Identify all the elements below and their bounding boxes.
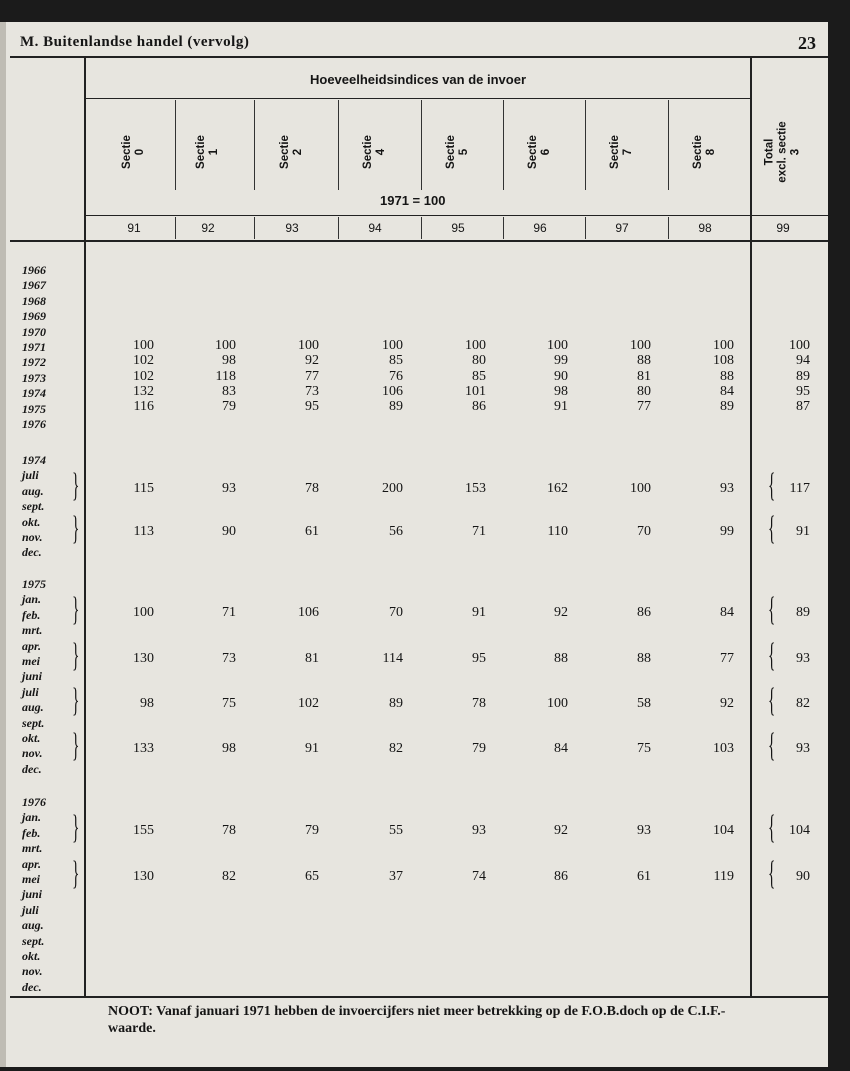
column-header-label: Sectie 6 bbox=[527, 135, 552, 169]
table-cell: 93 bbox=[796, 651, 810, 666]
table-cell: 81 bbox=[637, 368, 651, 384]
table-cell: 89 bbox=[720, 399, 734, 415]
column-header-label: Sectie 2 bbox=[279, 135, 304, 169]
table-cell: 100 bbox=[630, 338, 651, 353]
code-separator bbox=[668, 217, 669, 239]
table-cell: 78 bbox=[222, 823, 236, 838]
row-brace: } bbox=[72, 727, 80, 764]
table-cell: 88 bbox=[637, 651, 651, 666]
table-cell: 77 bbox=[305, 368, 319, 384]
year-label: 1975 bbox=[22, 401, 46, 416]
row-brace: } bbox=[72, 591, 80, 628]
table-cell: 95 bbox=[305, 399, 319, 415]
table-cell: 162 bbox=[547, 481, 568, 496]
year-label: 1976 bbox=[22, 795, 46, 809]
table-cell: 99 bbox=[720, 524, 734, 539]
month-label: nov. bbox=[22, 964, 43, 979]
column-header-label: Sectie 0 bbox=[121, 135, 146, 169]
month-label: sept. bbox=[22, 933, 45, 948]
table-cell: 79 bbox=[472, 741, 486, 756]
table-cell: 61 bbox=[305, 524, 319, 539]
column-separator bbox=[503, 100, 504, 190]
top-rule bbox=[10, 56, 828, 58]
table-cell: 75 bbox=[222, 696, 236, 711]
month-label: juli bbox=[22, 468, 39, 483]
year-label: 1975 bbox=[22, 577, 46, 591]
row-brace: { bbox=[768, 637, 776, 674]
month-label: mrt. bbox=[22, 841, 43, 856]
table-title: Hoeveelheidsindices van de invoer bbox=[309, 72, 527, 87]
table-cell: 70 bbox=[389, 605, 403, 620]
table-cell: 74 bbox=[472, 869, 486, 884]
year-label: 1973 bbox=[22, 370, 46, 385]
table-cell: 88 bbox=[720, 368, 734, 384]
year-label: 1972 bbox=[22, 355, 46, 370]
column-header-label: Sectie 7 bbox=[609, 135, 634, 169]
table-cell: 87 bbox=[796, 399, 810, 415]
month-label: apr. bbox=[22, 856, 42, 871]
column-header bbox=[763, 112, 803, 192]
table-cell: 81 bbox=[305, 651, 319, 666]
month-label: sept. bbox=[22, 499, 45, 514]
column-header bbox=[685, 112, 725, 192]
table-cell: 104 bbox=[789, 823, 810, 838]
section-title: M. Buitenlandse handel (vervolg) bbox=[20, 34, 250, 50]
table-cell: 55 bbox=[389, 823, 403, 838]
table-cell: 58 bbox=[637, 696, 651, 711]
table-cell: 133 bbox=[133, 741, 154, 756]
year-label: 1976 bbox=[22, 417, 46, 431]
month-label: okt. bbox=[22, 514, 41, 529]
table-cell: 115 bbox=[133, 481, 154, 496]
code-separator bbox=[503, 217, 504, 239]
month-label: dec. bbox=[22, 545, 42, 560]
column-header bbox=[272, 112, 312, 192]
table-cell: 98 bbox=[222, 353, 236, 369]
table-cell: 108 bbox=[713, 353, 734, 369]
month-label: jan. bbox=[22, 592, 42, 607]
table-cell: 89 bbox=[389, 696, 403, 711]
month-label: dec. bbox=[22, 979, 42, 994]
row-brace: } bbox=[72, 510, 80, 547]
table-cell: 119 bbox=[713, 869, 734, 884]
row-brace: } bbox=[72, 467, 80, 504]
column-header bbox=[438, 112, 478, 192]
table-cell: 77 bbox=[720, 651, 734, 666]
column-code: 96 bbox=[533, 221, 547, 235]
month-label: aug. bbox=[22, 483, 44, 498]
table-cell: 113 bbox=[133, 524, 154, 539]
column-header-label: Total excl. sectie 3 bbox=[763, 121, 802, 183]
table-cell: 86 bbox=[472, 399, 486, 415]
table-cell: 95 bbox=[472, 651, 486, 666]
month-label: feb. bbox=[22, 607, 41, 622]
month-label: jan. bbox=[22, 810, 42, 825]
column-separator bbox=[421, 100, 422, 190]
table-cell: 93 bbox=[472, 823, 486, 838]
table-cell: 100 bbox=[382, 338, 403, 353]
table-cell: 116 bbox=[133, 399, 154, 415]
table-cell: 200 bbox=[382, 481, 403, 496]
year-label: 1974 bbox=[22, 386, 46, 401]
table-cell: 130 bbox=[133, 651, 154, 666]
month-label: mei bbox=[22, 654, 40, 668]
table-cell: 103 bbox=[713, 741, 734, 756]
row-brace: { bbox=[768, 855, 776, 892]
year-label: 1966 bbox=[22, 263, 46, 277]
table-cell: 89 bbox=[796, 368, 810, 384]
code-separator bbox=[585, 217, 586, 239]
table-cell: 86 bbox=[554, 869, 568, 884]
table-cell: 92 bbox=[554, 605, 568, 620]
column-header-label: Sectie 4 bbox=[362, 135, 387, 169]
table-cell: 102 bbox=[133, 368, 154, 384]
year-label: 1974 bbox=[22, 453, 46, 467]
year-label: 1968 bbox=[22, 293, 46, 308]
table-cell: 100 bbox=[713, 338, 734, 353]
table-cell: 153 bbox=[465, 481, 486, 496]
year-label: 1971 bbox=[22, 340, 46, 354]
column-header bbox=[520, 112, 560, 192]
month-label: feb. bbox=[22, 825, 41, 840]
month-label: okt. bbox=[22, 949, 41, 963]
table-cell: 92 bbox=[305, 353, 319, 369]
month-label: juni bbox=[22, 887, 43, 902]
code-rule bbox=[84, 215, 828, 216]
table-cell: 132 bbox=[133, 383, 154, 399]
month-label: juli bbox=[22, 684, 39, 699]
column-code: 97 bbox=[615, 221, 629, 235]
column-code: 92 bbox=[201, 221, 215, 235]
table-cell: 84 bbox=[720, 605, 734, 620]
table-cell: 98 bbox=[222, 741, 236, 756]
column-code: 91 bbox=[127, 221, 141, 235]
month-label: aug. bbox=[22, 700, 44, 715]
table-cell: 76 bbox=[389, 368, 403, 384]
table-cell: 75 bbox=[637, 741, 651, 756]
table-cell: 83 bbox=[222, 383, 236, 399]
table-cell: 91 bbox=[305, 741, 319, 756]
column-code: 98 bbox=[698, 221, 712, 235]
month-label: nov. bbox=[22, 530, 43, 544]
table-cell: 61 bbox=[637, 869, 651, 884]
table-cell: 100 bbox=[215, 338, 236, 353]
table-cell: 80 bbox=[472, 353, 486, 369]
column-header-label: Sectie 1 bbox=[195, 135, 220, 169]
table-cell: 37 bbox=[389, 869, 403, 884]
code-separator bbox=[175, 217, 176, 239]
column-code: 99 bbox=[776, 221, 790, 235]
table-cell: 85 bbox=[389, 353, 403, 369]
month-label: okt. bbox=[22, 731, 41, 745]
column-header bbox=[355, 112, 395, 192]
table-cell: 93 bbox=[222, 481, 236, 496]
column-separator bbox=[585, 100, 586, 190]
table-cell: 100 bbox=[465, 338, 486, 353]
table-cell: 77 bbox=[637, 399, 651, 415]
table-bottom-rule bbox=[10, 996, 828, 998]
year-label: 1970 bbox=[22, 324, 46, 339]
table-cell: 100 bbox=[547, 696, 568, 711]
page-number: 23 bbox=[798, 33, 816, 53]
column-separator bbox=[254, 100, 255, 190]
table-cell: 92 bbox=[720, 696, 734, 711]
table-cell: 70 bbox=[637, 524, 651, 539]
table-cell: 86 bbox=[637, 605, 651, 620]
row-brace: { bbox=[768, 591, 776, 628]
column-separator bbox=[668, 100, 669, 190]
column-separator bbox=[175, 100, 176, 190]
table-cell: 106 bbox=[298, 605, 319, 620]
table-cell: 84 bbox=[554, 741, 568, 756]
table-cell: 99 bbox=[554, 353, 568, 369]
total-divider bbox=[750, 56, 752, 996]
column-header-label: Sectie 5 bbox=[445, 135, 470, 169]
table-cell: 98 bbox=[140, 696, 154, 711]
table-cell: 93 bbox=[637, 823, 651, 838]
year-label: 1967 bbox=[22, 278, 46, 293]
table-cell: 106 bbox=[382, 383, 403, 399]
table-cell: 90 bbox=[222, 524, 236, 539]
row-brace: } bbox=[72, 855, 80, 892]
month-label: juli bbox=[22, 902, 39, 917]
table-cell: 89 bbox=[796, 605, 810, 620]
table-cell: 110 bbox=[547, 524, 568, 539]
row-brace: { bbox=[768, 510, 776, 547]
table-cell: 100 bbox=[789, 338, 810, 353]
table-cell: 84 bbox=[720, 383, 734, 399]
table-cell: 79 bbox=[305, 823, 319, 838]
table-cell: 65 bbox=[305, 869, 319, 884]
column-header-label: Sectie 8 bbox=[692, 135, 717, 169]
table-cell: 102 bbox=[298, 696, 319, 711]
footnote: NOOT: Vanaf januari 1971 hebben de invoercijfers niet meer betrekking op de F.O.B.doch op de C.I.F.-waarde. bbox=[108, 1004, 726, 1036]
month-label: mrt. bbox=[22, 623, 43, 638]
row-brace: { bbox=[768, 467, 776, 504]
table-cell: 88 bbox=[637, 353, 651, 369]
table-cell: 92 bbox=[554, 823, 568, 838]
column-code: 95 bbox=[451, 221, 465, 235]
table-cell: 91 bbox=[472, 605, 486, 620]
table-cell: 93 bbox=[720, 481, 734, 496]
column-separator bbox=[338, 100, 339, 190]
month-label: mei bbox=[22, 872, 40, 886]
year-label: 1969 bbox=[22, 309, 46, 324]
table-cell: 85 bbox=[472, 368, 486, 384]
table-cell: 100 bbox=[133, 338, 154, 353]
table-cell: 88 bbox=[554, 651, 568, 666]
table-cell: 100 bbox=[298, 338, 319, 353]
month-label: nov. bbox=[22, 746, 43, 761]
table-cell: 102 bbox=[133, 353, 154, 369]
row-brace: { bbox=[768, 727, 776, 764]
table-cell: 101 bbox=[465, 383, 486, 399]
column-header bbox=[114, 112, 154, 192]
table-cell: 78 bbox=[472, 696, 486, 711]
table-cell: 80 bbox=[637, 383, 651, 399]
table-cell: 89 bbox=[389, 399, 403, 415]
month-label: dec. bbox=[22, 761, 42, 776]
column-code: 93 bbox=[285, 221, 299, 235]
header-bottom-rule bbox=[10, 240, 828, 242]
table-cell: 90 bbox=[554, 368, 568, 384]
row-brace: } bbox=[72, 682, 80, 719]
code-separator bbox=[254, 217, 255, 239]
table-cell: 71 bbox=[222, 605, 236, 620]
table-cell: 114 bbox=[382, 651, 403, 666]
row-brace: { bbox=[768, 809, 776, 846]
table-cell: 73 bbox=[222, 651, 236, 666]
table-cell: 91 bbox=[554, 399, 568, 415]
row-brace: { bbox=[768, 682, 776, 719]
table-cell: 155 bbox=[133, 823, 154, 838]
table-cell: 71 bbox=[472, 524, 486, 539]
table-cell: 117 bbox=[789, 481, 810, 496]
table-cell: 104 bbox=[713, 823, 734, 838]
table-cell: 95 bbox=[796, 383, 810, 399]
code-separator bbox=[338, 217, 339, 239]
table-cell: 82 bbox=[389, 741, 403, 756]
code-separator bbox=[421, 217, 422, 239]
table-cell: 56 bbox=[389, 524, 403, 539]
row-brace: } bbox=[72, 637, 80, 674]
table-cell: 79 bbox=[222, 399, 236, 415]
column-header bbox=[188, 112, 228, 192]
table-cell: 100 bbox=[630, 481, 651, 496]
table-cell: 93 bbox=[796, 741, 810, 756]
column-header bbox=[602, 112, 642, 192]
row-brace: } bbox=[72, 809, 80, 846]
table-cell: 91 bbox=[796, 524, 810, 539]
month-label: aug. bbox=[22, 918, 44, 933]
table-cell: 78 bbox=[305, 481, 319, 496]
column-code: 94 bbox=[368, 221, 382, 235]
month-label: apr. bbox=[22, 638, 42, 653]
month-label: sept. bbox=[22, 715, 45, 730]
table-cell: 130 bbox=[133, 869, 154, 884]
table-cell: 73 bbox=[305, 383, 319, 399]
table-cell: 82 bbox=[222, 869, 236, 884]
stub-divider bbox=[84, 56, 86, 996]
table-cell: 90 bbox=[796, 869, 810, 884]
title-rule bbox=[86, 98, 750, 99]
month-label: juni bbox=[22, 669, 43, 684]
table-cell: 100 bbox=[133, 605, 154, 620]
table-cell: 98 bbox=[554, 383, 568, 399]
table-cell: 94 bbox=[796, 353, 810, 369]
table-cell: 118 bbox=[215, 368, 236, 384]
table-cell: 82 bbox=[796, 696, 810, 711]
base-year-label: 1971 = 100 bbox=[380, 193, 446, 208]
table-cell: 100 bbox=[547, 338, 568, 353]
